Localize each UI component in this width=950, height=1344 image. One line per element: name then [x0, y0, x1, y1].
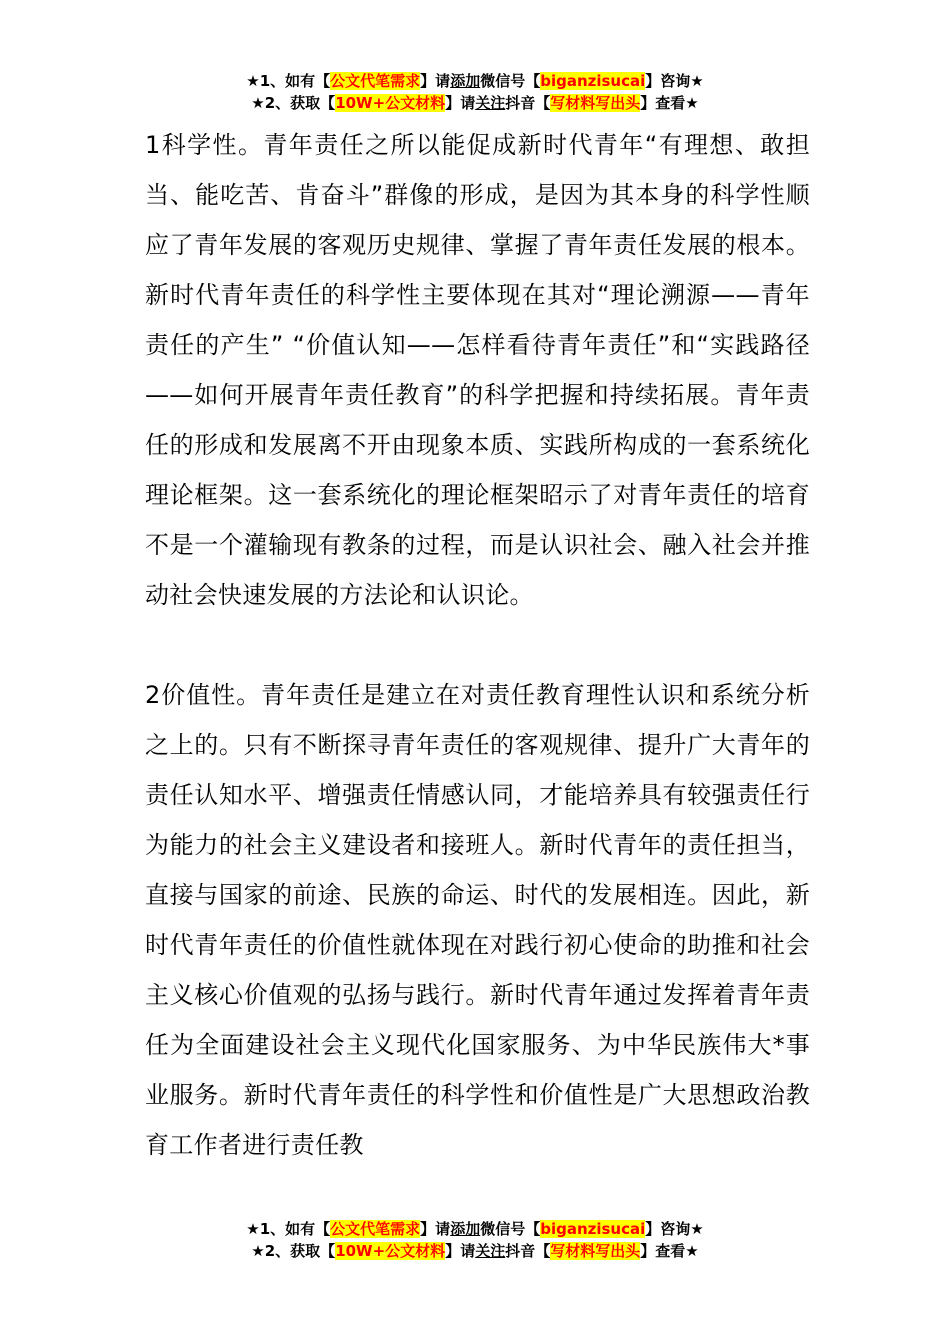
footer-banner	[0, 1218, 950, 1262]
banner-highlight: biganzisucai	[540, 1220, 646, 1238]
banner-text: 微信号【	[480, 1220, 541, 1238]
banner-text: 】请	[445, 1242, 476, 1260]
banner-highlight: 公文代笔需求	[330, 72, 421, 90]
banner-underline: 关注	[475, 1242, 506, 1260]
banner-highlight: biganzisucai	[540, 72, 646, 90]
banner-text: 】请	[420, 1220, 451, 1238]
banner-underline: 添加	[450, 1220, 481, 1238]
banner-highlight: 公文代笔需求	[330, 1220, 421, 1238]
banner-text: 】咨询★	[645, 1220, 704, 1238]
paragraph-spacer	[145, 620, 810, 670]
banner-highlight: 写材料写出头	[550, 94, 641, 112]
banner-text: 微信号【	[480, 72, 541, 90]
banner-text: 】查看★	[640, 1242, 699, 1260]
banner-text: 】请	[445, 94, 476, 112]
banner-highlight: 10W+公文材料	[335, 94, 446, 112]
banner-underline: 关注	[475, 94, 506, 112]
banner-text: 抖音【	[505, 94, 551, 112]
banner-text: ★1、如有【	[246, 1220, 331, 1238]
banner-line-2	[0, 1240, 950, 1262]
banner-line-1	[0, 70, 950, 92]
banner-text: 】咨询★	[645, 72, 704, 90]
banner-text: 抖音【	[505, 1242, 551, 1260]
document-body	[145, 120, 810, 1170]
banner-highlight: 10W+公文材料	[335, 1242, 446, 1260]
banner-text: ★2、获取【	[251, 1242, 336, 1260]
banner-highlight: 写材料写出头	[550, 1242, 641, 1260]
banner-text: ★2、获取【	[251, 94, 336, 112]
paragraph-value: 2价值性。青年责任是建立在对责任教育理性认识和系统分析之上的。只有不断探寻青年责任的客观规律、提升广大青年的责任认知水平、增强责任情感认同，才能培养具有较强责任行为能力的社会主义建设者和接班人。新时代青年的责任担当，直接与国家的前途、民族的命运、时代的发展相连。因此，新时代青年责任的价值性就体现在对践行初心使命的助推和社会主义核心价值观的弘扬与践行。新时代青年通过发挥着青年责任为全面建设社会主义现代化国家服务、为中华民族伟大*事业服务。新时代青年责任的科学性和价值性是广大思想政治教育工作者进行责任教	[145, 681, 810, 1159]
header-banner	[0, 70, 950, 114]
banner-line-1	[0, 1218, 950, 1240]
banner-text: ★1、如有【	[246, 72, 331, 90]
paragraph-scientific: 1科学性。青年责任之所以能促成新时代青年“有理想、敢担当、能吃苦、肯奋斗”群像的形成，是因为其本身的科学性顺应了青年发展的客观历史规律、掌握了青年责任发展的根本。新时代青年责任的科学性主要体现在其对“理论溯源——青年责任的产生” “价值认知——怎样看待青年责任”和“实践路径——如何开展青年责任教育”的科学把握和持续拓展。青年责任的形成和发展离不开由现象本质、实践所构成的一套系统化理论框架。这一套系统化的理论框架昭示了对青年责任的培育不是一个灌输现有教条的过程，而是认识社会、融入社会并推动社会快速发展的方法论和认识论。	[145, 131, 810, 609]
banner-line-2	[0, 92, 950, 114]
banner-underline: 添加	[450, 72, 481, 90]
banner-text: 】查看★	[640, 94, 699, 112]
banner-text: 】请	[420, 72, 451, 90]
